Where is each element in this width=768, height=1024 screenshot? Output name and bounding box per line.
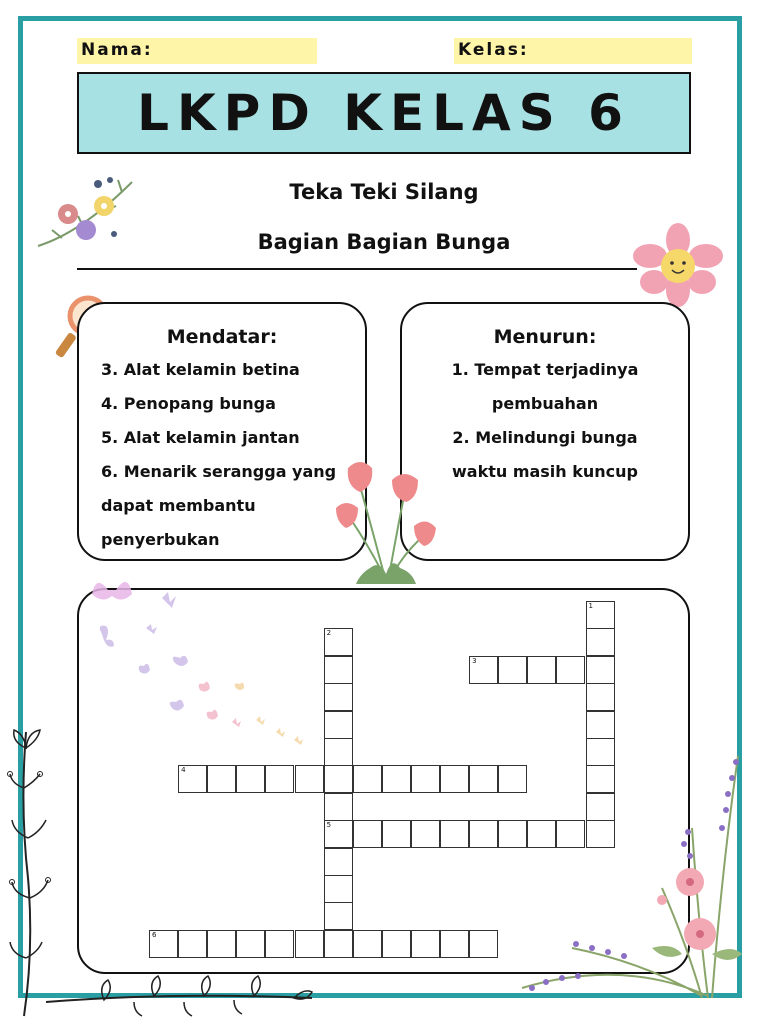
crossword-cell[interactable] xyxy=(586,656,615,684)
butterflies-icon xyxy=(88,568,318,768)
crossword-cell[interactable] xyxy=(469,930,498,958)
crossword-cell[interactable] xyxy=(353,765,382,793)
subtitle-topic: Bagian Bagian Bunga xyxy=(257,230,511,254)
flower-cluster-icon xyxy=(32,162,142,258)
vine-icon xyxy=(44,972,314,1020)
across-clue: 5. Alat kelamin jantan xyxy=(101,428,300,447)
tulip-icon xyxy=(330,456,440,588)
crossword-cell[interactable] xyxy=(236,765,265,793)
crossword-cell[interactable] xyxy=(411,765,440,793)
crossword-cell[interactable] xyxy=(178,765,207,793)
crossword-cell[interactable] xyxy=(353,820,382,848)
crossword-cell[interactable] xyxy=(295,930,324,958)
crossword-cell[interactable] xyxy=(586,711,615,739)
across-heading: Mendatar: xyxy=(166,326,278,348)
down-clue: pembuahan xyxy=(491,394,599,413)
crossword-cell[interactable] xyxy=(236,930,265,958)
clue-number: 6 xyxy=(152,930,157,939)
crossword-cell[interactable] xyxy=(469,765,498,793)
crossword-cell[interactable] xyxy=(440,765,469,793)
crossword-cell[interactable] xyxy=(324,738,353,766)
clue-number: 1 xyxy=(588,602,593,610)
crossword-cell[interactable] xyxy=(440,820,469,848)
crossword-cell[interactable] xyxy=(324,656,353,684)
crossword-cell[interactable] xyxy=(469,820,498,848)
crossword-cell[interactable] xyxy=(178,930,207,958)
clue-number: 3 xyxy=(472,656,477,665)
name-field[interactable] xyxy=(77,38,317,64)
crossword-cell[interactable] xyxy=(527,656,556,684)
crossword-cell[interactable] xyxy=(440,930,469,958)
crossword-cell[interactable] xyxy=(556,656,585,684)
crossword-cell[interactable] xyxy=(498,656,527,684)
crossword-cell[interactable] xyxy=(353,930,382,958)
down-clue: 1. Tempat terjadinya xyxy=(451,360,639,379)
across-clues-box xyxy=(77,302,367,561)
crossword-cell[interactable] xyxy=(324,848,353,876)
class-field[interactable] xyxy=(454,38,692,64)
class-label: Kelas: xyxy=(458,40,529,60)
crossword-cell[interactable] xyxy=(324,711,353,739)
down-clue: 2. Melindungi bunga xyxy=(452,428,638,447)
clue-number: 4 xyxy=(181,766,186,775)
crossword-cell[interactable] xyxy=(411,820,440,848)
across-clue: 3. Alat kelamin betina xyxy=(101,360,300,379)
crossword-cell[interactable] xyxy=(382,820,411,848)
down-clue: waktu masih kuncup xyxy=(451,462,638,481)
across-clue: dapat membantu xyxy=(101,496,256,515)
crossword-cell[interactable] xyxy=(149,930,178,958)
across-clue: 4. Penopang bunga xyxy=(101,394,276,413)
crossword-cell[interactable] xyxy=(324,875,353,903)
crossword-cell[interactable] xyxy=(382,930,411,958)
crossword-cell[interactable] xyxy=(324,683,353,711)
down-clues-box xyxy=(400,302,690,561)
across-clue: 6. Menarik serangga yang xyxy=(101,462,337,481)
crossword-cell[interactable] xyxy=(586,601,615,629)
name-label: Nama: xyxy=(81,40,153,60)
crossword-cell[interactable] xyxy=(324,902,353,930)
crossword-cell[interactable] xyxy=(265,930,294,958)
subtitle-puzzle: Teka Teki Silang xyxy=(289,180,479,204)
crossword-cell[interactable] xyxy=(324,628,353,656)
crossword-cell[interactable] xyxy=(324,820,353,848)
clue-number: 2 xyxy=(326,629,332,638)
wildflowers-icon xyxy=(512,748,752,1004)
crossword-cell[interactable] xyxy=(411,930,440,958)
divider xyxy=(77,268,637,270)
page-title: LKPD KELAS 6 xyxy=(137,84,631,142)
crossword-cell[interactable] xyxy=(324,793,353,821)
crossword-cell[interactable] xyxy=(586,683,615,711)
smiling-flower-icon xyxy=(632,222,724,308)
crossword-cell[interactable] xyxy=(265,765,294,793)
clue-number: 5 xyxy=(326,821,332,830)
title-banner xyxy=(77,72,691,154)
crossword-cell[interactable] xyxy=(295,765,324,793)
across-clue: penyerbukan xyxy=(101,530,220,549)
crossword-cell[interactable] xyxy=(382,765,411,793)
crossword-cell[interactable] xyxy=(207,930,236,958)
crossword-cell[interactable] xyxy=(324,930,353,958)
crossword-cell[interactable] xyxy=(469,656,498,684)
down-heading: Menurun: xyxy=(493,326,597,348)
crossword-cell[interactable] xyxy=(207,765,236,793)
crossword-cell[interactable] xyxy=(586,628,615,656)
crossword-cell[interactable] xyxy=(324,765,353,793)
